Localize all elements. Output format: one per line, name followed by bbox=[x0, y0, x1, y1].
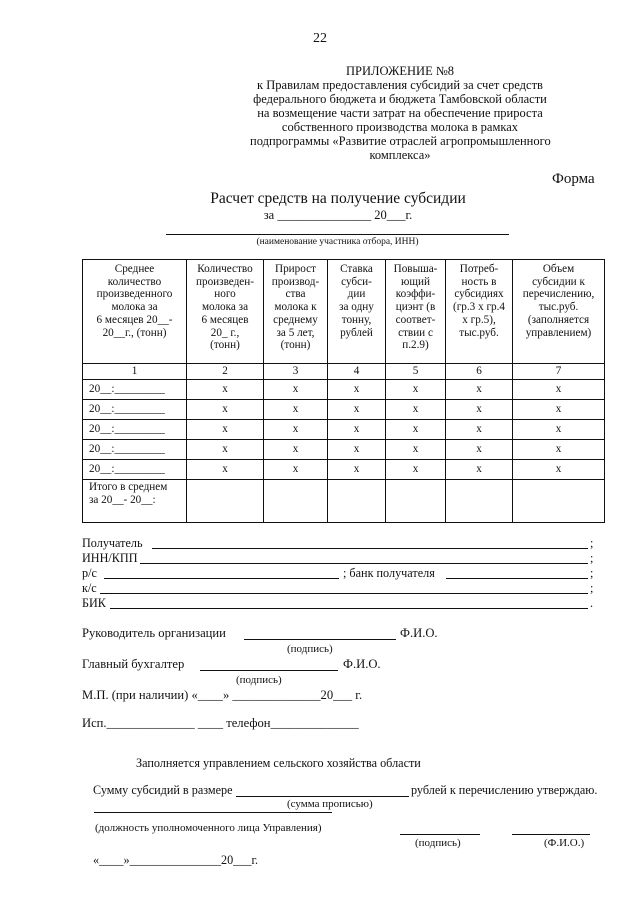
recipient-end: ; bbox=[590, 536, 594, 550]
year-cell[interactable]: 20__:_________ bbox=[83, 440, 187, 460]
table-header-row bbox=[83, 260, 605, 364]
year-cell[interactable]: 20__:_________ bbox=[83, 420, 187, 440]
table-cell: x bbox=[187, 440, 264, 460]
table-cell: x bbox=[386, 440, 446, 460]
column-number: 2 bbox=[187, 364, 264, 380]
column-number-row bbox=[83, 364, 605, 380]
table-cell: x bbox=[446, 440, 513, 460]
account-field[interactable] bbox=[104, 566, 339, 579]
participant-caption: (наименование участника отбора, ИНН) bbox=[256, 237, 419, 247]
appendix-line: собственного производства молока в рамках bbox=[281, 120, 519, 134]
column-number: 4 bbox=[328, 364, 386, 380]
column-number: 3 bbox=[264, 364, 328, 380]
table-header-cell: Количество произведен- ного молока за 6 месяцев 20_ г., (тонн) bbox=[187, 260, 264, 364]
page-number: 22 bbox=[313, 31, 327, 46]
recipient-label: Получатель bbox=[82, 536, 143, 550]
chief-accountant-fio: Ф.И.О. bbox=[343, 657, 381, 671]
table-cell: x bbox=[187, 460, 264, 480]
total-label: Итого в среднем за 20__- 20__: bbox=[83, 480, 187, 523]
recipient-field[interactable] bbox=[152, 536, 588, 549]
column-number: 7 bbox=[513, 364, 605, 380]
appendix-line: к Правилам предоставления субсидий за счет средств bbox=[257, 78, 543, 92]
sum-in-words-field[interactable] bbox=[236, 783, 409, 797]
table-cell: x bbox=[513, 400, 605, 420]
sum-caption: (сумма прописью) bbox=[287, 798, 373, 810]
column-number: 6 bbox=[446, 364, 513, 380]
corr-account-field[interactable] bbox=[100, 581, 588, 594]
table-row bbox=[83, 440, 605, 460]
approver-fio-caption: (Ф.И.О.) bbox=[544, 837, 585, 849]
table-cell: x bbox=[264, 440, 328, 460]
table-cell: x bbox=[187, 380, 264, 400]
appendix-line: на возмещение части затрат на обеспечение прироста bbox=[257, 106, 543, 120]
table-header-cell: Прирост производ- ства молока к среднему за 5 лет, (тонн) bbox=[264, 260, 328, 364]
approver-signature-caption: (подпись) bbox=[415, 837, 461, 849]
table-cell: x bbox=[446, 400, 513, 420]
head-label: Руководитель организации bbox=[82, 626, 226, 640]
year-cell[interactable]: 20__:_________ bbox=[83, 400, 187, 420]
participant-name-line bbox=[166, 234, 509, 235]
table-cell: x bbox=[386, 460, 446, 480]
subsidy-calculation-table bbox=[82, 259, 605, 523]
approval-date-line: «____»_______________20___г. bbox=[93, 853, 259, 867]
sum-prefix: Сумму субсидий в размере bbox=[93, 783, 233, 797]
management-heading: Заполняется управлением сельского хозяйства области bbox=[136, 756, 421, 770]
total-cell[interactable] bbox=[328, 480, 386, 523]
table-cell: x bbox=[386, 420, 446, 440]
inn-kpp-end: ; bbox=[590, 551, 594, 565]
table-cell: x bbox=[328, 380, 386, 400]
table-cell: x bbox=[264, 460, 328, 480]
table-row bbox=[83, 400, 605, 420]
account-label: р/с bbox=[82, 566, 97, 580]
total-cell[interactable] bbox=[446, 480, 513, 523]
table-cell: x bbox=[264, 420, 328, 440]
corr-account-label: к/с bbox=[82, 581, 97, 595]
table-cell: x bbox=[513, 460, 605, 480]
appendix-line: федерального бюджета и бюджета Тамбовской области bbox=[253, 92, 547, 106]
table-cell: x bbox=[187, 400, 264, 420]
corr-account-end: ; bbox=[590, 581, 594, 595]
bank-field[interactable] bbox=[446, 566, 588, 579]
position-caption: (должность уполномоченного лица Управления) bbox=[95, 822, 322, 834]
total-row bbox=[83, 480, 605, 523]
chief-accountant-signature-caption: (подпись) bbox=[236, 674, 282, 686]
inn-kpp-field[interactable] bbox=[140, 551, 588, 564]
bik-label: БИК bbox=[82, 596, 106, 610]
table-cell: x bbox=[446, 460, 513, 480]
appendix-lines bbox=[250, 78, 550, 162]
form-label: Форма bbox=[552, 171, 595, 187]
table-row bbox=[83, 420, 605, 440]
table-cell: x bbox=[328, 400, 386, 420]
year-cell[interactable]: 20__:_________ bbox=[83, 380, 187, 400]
approver-signature-field[interactable] bbox=[400, 824, 480, 835]
table-cell: x bbox=[264, 380, 328, 400]
table-cell: x bbox=[513, 440, 605, 460]
total-cell[interactable] bbox=[264, 480, 328, 523]
appendix-line: комплекса» bbox=[369, 148, 431, 162]
table-cell: x bbox=[386, 400, 446, 420]
table-cell: x bbox=[328, 460, 386, 480]
table-header-cell: Объем субсидии к перечислению, тыс.руб. (заполняется управлением) bbox=[513, 260, 605, 364]
table-cell: x bbox=[328, 420, 386, 440]
executor-line: Исп.______________ ____ телефон______________ bbox=[82, 716, 359, 730]
head-signature-caption: (подпись) bbox=[287, 643, 333, 655]
table-cell: x bbox=[513, 380, 605, 400]
table-header-cell: Потреб- ность в субсидиях (гр.3 х гр.4 х гр.5), тыс.руб. bbox=[446, 260, 513, 364]
bank-label: ; банк получателя bbox=[343, 566, 435, 580]
column-number: 5 bbox=[386, 364, 446, 380]
position-field[interactable] bbox=[94, 811, 332, 813]
table-row bbox=[83, 460, 605, 480]
table-header-cell: Ставка субси- дии за одну тонну, рублей bbox=[328, 260, 386, 364]
table-cell: x bbox=[264, 400, 328, 420]
appendix-block bbox=[250, 64, 550, 162]
table-header-cell: Повыша- ющий коэффи- циэнт (в соответ- ствии с п.2.9) bbox=[386, 260, 446, 364]
table-cell: x bbox=[328, 440, 386, 460]
bank-end: ; bbox=[590, 566, 594, 580]
total-cell[interactable] bbox=[187, 480, 264, 523]
table-cell: x bbox=[446, 380, 513, 400]
inn-kpp-label: ИНН/КПП bbox=[82, 551, 138, 565]
chief-accountant-signature-field[interactable] bbox=[200, 657, 338, 671]
appendix-line: подпрограммы «Развитие отраслей агропромышленного bbox=[250, 134, 551, 148]
table-cell: x bbox=[187, 420, 264, 440]
table-cell: x bbox=[446, 420, 513, 440]
appendix-title: ПРИЛОЖЕНИЕ №8 bbox=[345, 64, 455, 78]
sum-suffix: рублей к перечислению утверждаю. bbox=[411, 783, 598, 797]
head-signature-field[interactable] bbox=[244, 626, 396, 640]
column-number: 1 bbox=[83, 364, 187, 380]
table-row bbox=[83, 380, 605, 400]
table-header-cell: Среднее количество произведенного молока за 6 месяцев 20__- 20__г., (тонн) bbox=[83, 260, 187, 364]
approver-fio-field[interactable] bbox=[512, 824, 590, 835]
bik-field[interactable] bbox=[110, 596, 588, 609]
period-line: за _______________ 20___г. bbox=[263, 208, 413, 222]
stamp-line: М.П. (при наличии) «____» ______________20___ г. bbox=[82, 688, 363, 702]
document-title: Расчет средств на получение субсидии bbox=[210, 190, 466, 207]
total-cell[interactable] bbox=[513, 480, 605, 523]
total-cell[interactable] bbox=[386, 480, 446, 523]
table-cell: x bbox=[513, 420, 605, 440]
bik-end: . bbox=[590, 596, 594, 610]
chief-accountant-label: Главный бухгалтер bbox=[82, 657, 185, 671]
head-fio: Ф.И.О. bbox=[400, 626, 438, 640]
year-cell[interactable]: 20__:_________ bbox=[83, 460, 187, 480]
table-cell: x bbox=[386, 380, 446, 400]
